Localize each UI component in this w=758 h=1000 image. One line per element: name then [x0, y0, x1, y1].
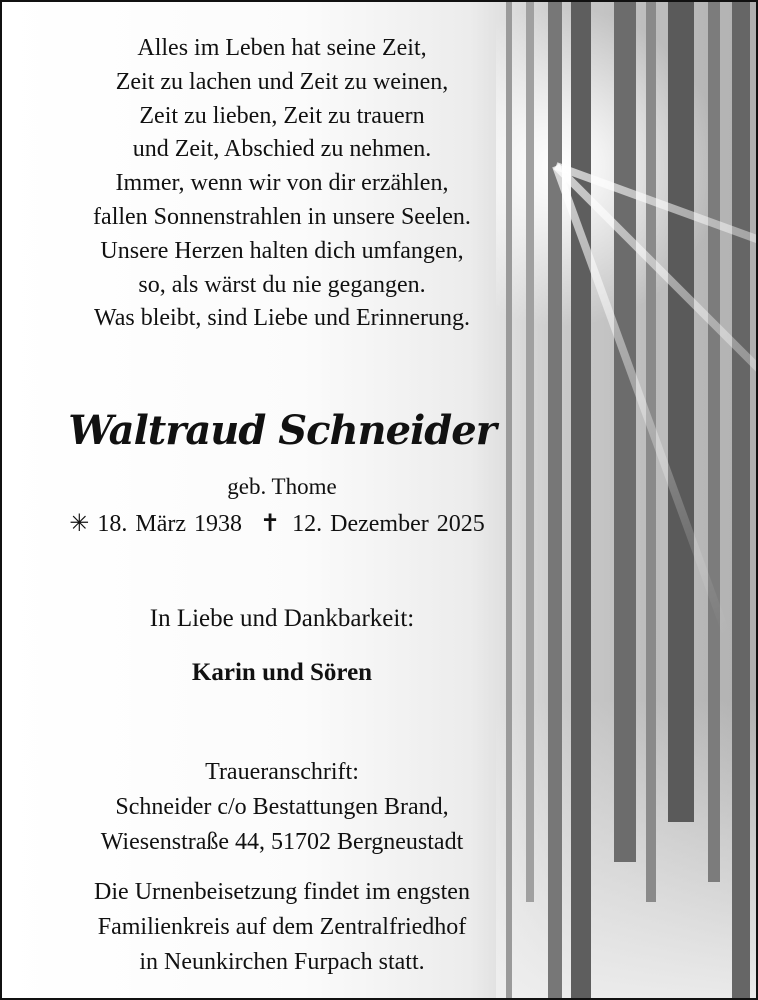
death-date: 12. Dezember 2025: [292, 511, 485, 537]
poem-line: Alles im Leben hat seine Zeit,: [137, 35, 427, 61]
poem-line: Zeit zu lieben, Zeit zu trauern: [139, 102, 425, 129]
poem: [2, 32, 562, 336]
birth-star-icon: ✳: [69, 511, 90, 537]
address-line: Traueranschrift:: [205, 759, 359, 785]
life-dates: [2, 509, 562, 538]
deceased-name: Waltraud Schneider: [68, 407, 496, 454]
mourning-address: [2, 755, 562, 860]
poem-line: Immer, wenn wir von dir erzählen,: [115, 170, 449, 197]
birth-date: 18. März 1938: [97, 511, 243, 537]
address-line: Wiesenstraße 44, 51702 Bergneustadt: [100, 829, 464, 855]
address-line: Schneider c/o Bestattungen Brand,: [115, 794, 449, 820]
burial-line: in Neunkirchen Furpach statt.: [139, 949, 425, 975]
mourners-names: Karin und Sören: [191, 659, 373, 686]
birth-name: geb. Thome: [227, 474, 337, 499]
poem-line: und Zeit, Abschied zu nehmen.: [132, 136, 432, 163]
poem-line: so, als wärst du nie gegangen.: [138, 271, 426, 298]
burial-line: Familienkreis auf dem Zentralfriedhof: [97, 914, 467, 940]
burial-line: Die Urnenbeisetzung findet im engsten: [94, 879, 470, 905]
poem-line: Zeit zu lachen und Zeit zu weinen,: [115, 68, 449, 95]
mourners-intro: In Liebe und Dankbarkeit:: [149, 605, 415, 632]
burial-notice: [2, 875, 562, 980]
death-cross-icon: ✝: [260, 511, 281, 537]
poem-line: fallen Sonnenstrahlen in unsere Seelen.: [93, 203, 471, 230]
poem-line: Was bleibt, sind Liebe und Erinnerung.: [94, 305, 470, 332]
poem-line: Unsere Herzen halten dich umfangen,: [100, 237, 464, 264]
